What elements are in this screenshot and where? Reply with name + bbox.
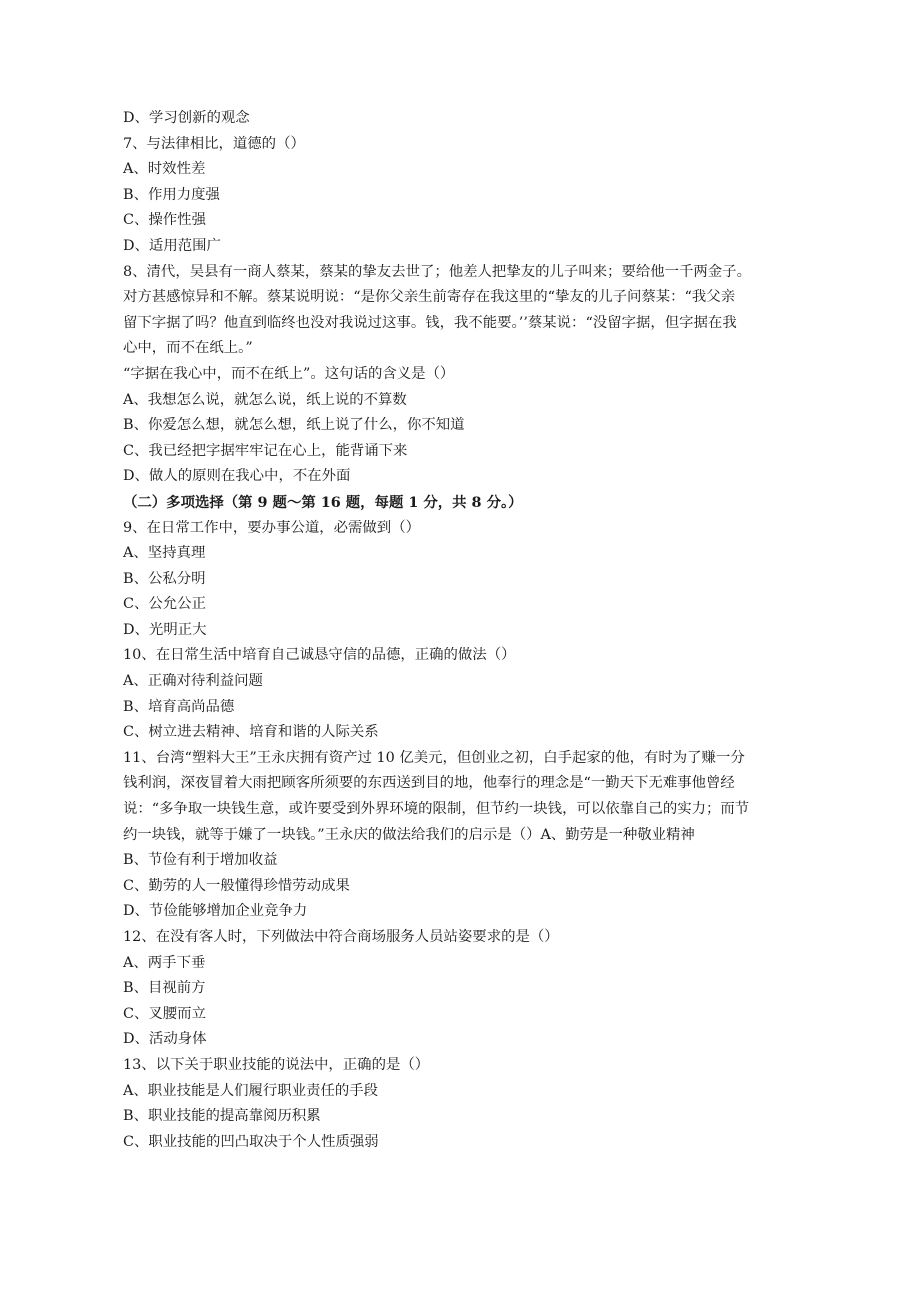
answer-option: D、适用范围广 [123, 237, 221, 254]
section-heading: （二）多项选择（第 9 题～第 16 题，每题 1 分，共 8 分。） [123, 493, 523, 511]
answer-option: D、学习创新的观念 [123, 110, 250, 126]
question-text-line: 钱利润，深夜冒着大雨把顾客所须要的东西送到目的地，他奉行的理念是“一勤天下无难事他曾经 [123, 775, 735, 792]
answer-option: B、节俭有利于增加收益 [123, 852, 278, 869]
answer-option: A、职业技能是人们履行职业责任的手段 [123, 1082, 379, 1099]
answer-option: B、公私分明 [123, 570, 206, 587]
question-text-line: 心中，而不在纸上。” [123, 340, 253, 357]
question-text-line: 约一块钱，就等于嫌了一块钱。”王永庆的做法给我们的启示是（）A、勤劳是一种敬业精神 [123, 826, 695, 843]
answer-option: D、节俭能够增加企业竞争力 [123, 903, 308, 920]
answer-option: B、作用力度强 [123, 186, 220, 203]
question-text-line: 10、在日常生活中培育自己诚恳守信的品德，正确的做法（） [123, 647, 516, 664]
answer-option: A、坚持真理 [123, 545, 206, 562]
question-text-line: 9、在日常工作中，要办事公道，必需做到（） [123, 519, 420, 536]
question-text-line: 12、在没有客人时，下列做法中符合商场服务人员站姿要求的是（） [123, 929, 559, 945]
question-text-line: “字据在我心中，而不在纸上”。这句话的含义是（） [123, 365, 455, 382]
answer-option: A、时效性差 [123, 161, 206, 178]
question-text-line: 留下字据了吗？他直到临终也没对我说过这事。钱，我不能要。’’蔡某说：“没留字据，但字据在我 [123, 314, 737, 331]
question-text-line: 对方甚感惊异和不解。蔡某说明说：“是你父亲生前寄存在我这里的“挚友的儿子问蔡某：“我父亲 [123, 289, 736, 306]
answer-option: D、活动身体 [123, 1031, 207, 1048]
question-text-line: 13、以下关于职业技能的说法中，正确的是（） [123, 1056, 430, 1073]
answer-option: C、叉腰而立 [123, 1005, 206, 1022]
question-text-line: 8、清代，吴县有一商人蔡某，蔡某的挚友去世了；他差人把挚友的儿子叫来；要给他一千两金子。 [123, 263, 751, 280]
answer-option: B、培育高尚品德 [123, 698, 235, 715]
answer-option: C、操作性强 [123, 212, 206, 229]
answer-option: A、正确对待利益问题 [123, 673, 263, 690]
answer-option: A、我想怎么说，就怎么说，纸上说的不算数 [123, 391, 407, 408]
answer-option: B、目视前方 [123, 980, 206, 997]
answer-option: C、勤劳的人一般懂得珍惜劳动成果 [123, 877, 350, 894]
document-page [123, 106, 813, 1155]
question-text-line: 11、台湾“塑料大王”王永庆拥有资产过 10 亿美元，但创业之初，白手起家的他，有时为了赚一分 [123, 749, 745, 766]
answer-option: B、职业技能的提高靠阅历积累 [123, 1108, 321, 1125]
question-text-line: 说：“多争取一块钱生意，或许要受到外界环境的限制，但节约一块钱，可以依靠自己的实力；而节 [123, 801, 750, 818]
question-text-line: 7、与法律相比，道德的（） [123, 135, 305, 152]
answer-option: C、树立进去精神、培育和谐的人际关系 [123, 724, 379, 741]
answer-option: C、我已经把字据牢牢记在心上，能背诵下来 [123, 442, 408, 459]
answer-option: A、两手下垂 [123, 954, 206, 971]
answer-option: C、公允公正 [123, 596, 206, 613]
answer-option: D、做人的原则在我心中，不在外面 [123, 468, 351, 485]
answer-option: B、你爱怎么想，就怎么想，纸上说了什么，你不知道 [123, 417, 465, 434]
answer-option: D、光明正大 [123, 621, 207, 638]
answer-option: C、职业技能的凹凸取决于个人性质强弱 [123, 1133, 379, 1150]
